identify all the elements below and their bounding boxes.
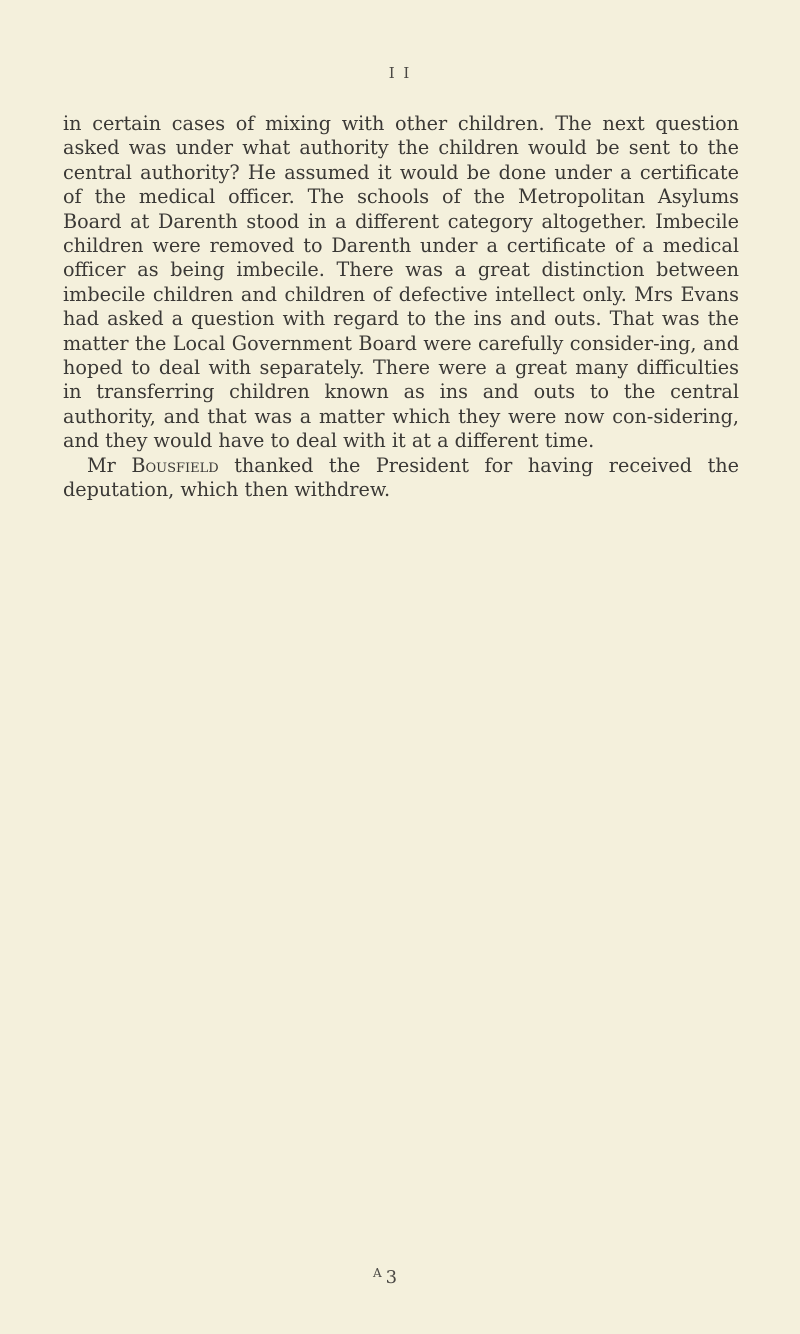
speaker-name: Bousfield <box>131 453 219 477</box>
page-number: I I <box>388 64 412 82</box>
signature-letter: A <box>373 1266 382 1280</box>
paragraph-2-prefix: Mr <box>87 453 132 477</box>
body-text <box>63 112 739 503</box>
paragraph-2 <box>63 454 739 503</box>
paragraph-2-text: thanked the President for having received the deputation, which then withdrew. <box>63 453 740 502</box>
signature-number: 3 <box>385 1267 398 1288</box>
signature-mark <box>373 1266 397 1288</box>
paragraph-1: in certain cases of mixing with other children. The next question asked was under what authority the children would be sent to the central authority? He assumed it would be done under a certificate of the medical officer. The schools of the Metropolitan Asylums Board at Darenth stood in a different category altogether. Imbecile children were removed to Darenth under a certificate of a medical officer as being imbecile. There was a great distinction between imbecile children and children of defective intellect only. Mrs Evans had asked a question with regard to the ins and outs. That was the matter the Local Government Board were carefully consider-ing, and hoped to deal with separately. There were a great many difficulties in transferring children known as ins and outs to the central authority, and that was a matter which they were now con-sidering, and they would have to deal with it at a different time. <box>63 112 739 453</box>
